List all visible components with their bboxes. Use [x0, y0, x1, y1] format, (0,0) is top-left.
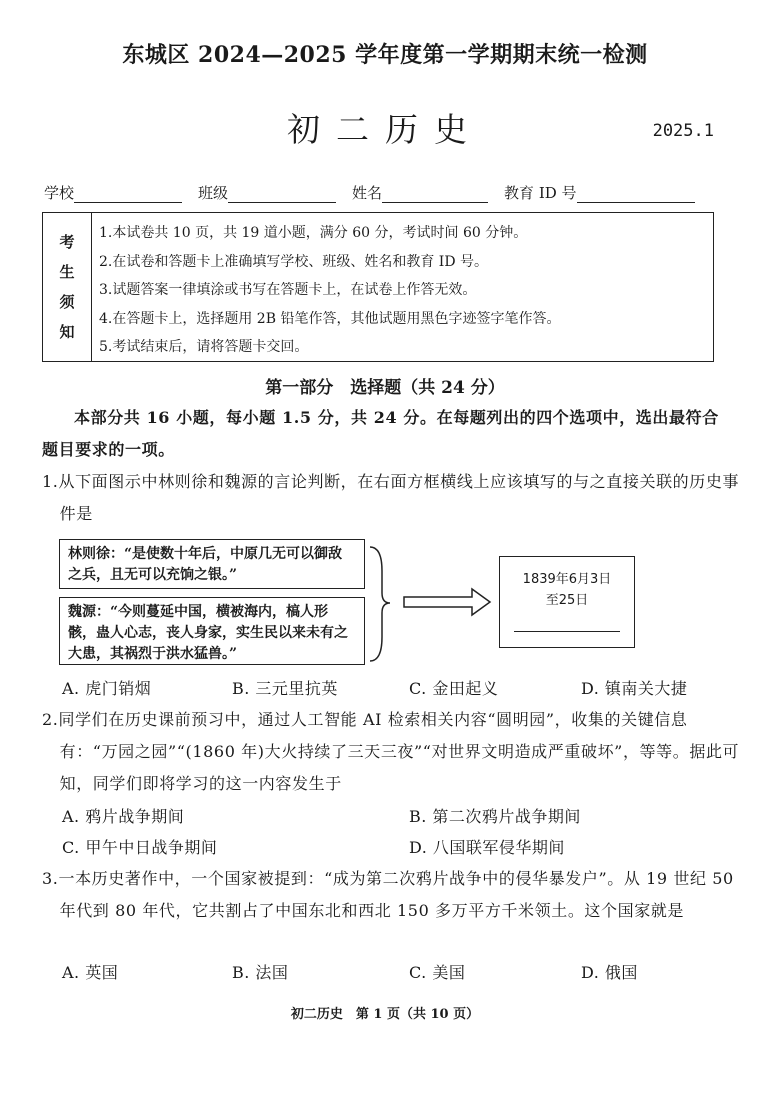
question-2-stem: 2.同学们在历史课前预习中，通过人工智能 AI 检索相关内容“圆明园”，收集的关键信息有：“万园之园”“(1860 年)大火持续了三天三夜”“对世界文明造成严重破坏”，等等。据此可知，同学们即将学习的这一内容发生于	[42, 710, 740, 793]
question-1-option-b[interactable]: B. 三元里抗英	[232, 679, 338, 698]
page-footer: 初二历史 第 1 页（共 10 页）	[290, 1007, 480, 1022]
notice-heading	[43, 213, 92, 361]
question-2-option-d[interactable]: D. 八国联军侵华期间	[409, 838, 565, 857]
notice-item: 3.试题答案一律填涂或书写在答题卡上，在试卷上作答无效。	[99, 282, 477, 298]
notice-item: 1.本试卷共 10 页，共 19 道小题，满分 60 分，考试时间 60 分钟。	[99, 225, 528, 241]
student-info-row	[44, 182, 716, 203]
notice-heading-char: 生	[59, 263, 75, 281]
school-field[interactable]	[74, 184, 182, 203]
notice-heading-char: 知	[59, 323, 75, 341]
question-2-option-c[interactable]: C. 甲午中日战争期间	[62, 838, 218, 857]
name-label: 姓名	[352, 184, 383, 202]
question-3-option-a[interactable]: A. 英国	[62, 963, 119, 982]
class-field[interactable]	[228, 184, 336, 203]
exam-notice-box	[42, 212, 714, 362]
question-1-option-d[interactable]: D. 镇南关大捷	[581, 679, 688, 698]
wei-yuan-quote: 魏源：“今则蔓延中国，横被海内，槁人形骸，蛊人心志，丧人身家，实生民以来未有之大患，其祸烈于洪水猛兽。”	[59, 597, 365, 665]
brace-shape	[370, 547, 390, 661]
notice-list	[99, 219, 560, 362]
section-intro: 本部分共 16 小题，每小题 1.5 分，共 24 分。在每题列出的四个选项中，选出最符合题目要求的一项。	[42, 408, 719, 459]
question-3-stem: 3.一本历史著作中，一个国家被提到：“成为第二次鸦片战争中的侵华暴发户”。从 19 世纪 50 年代到 80 年代，它共割占了中国东北和西北 150 多万平方千米领土。这个国家就是	[42, 869, 734, 920]
lin-zexu-quote: 林则徐：“是使数十年后，中原几无可以御敌之兵，且无可以充饷之银。”	[59, 539, 365, 589]
question-1-option-a[interactable]: A. 虎门销烟	[62, 679, 152, 698]
event-date-line: 1839年6月3日	[522, 572, 612, 587]
question-1-option-c[interactable]: C. 金田起义	[409, 679, 499, 698]
question-2-option-a[interactable]: A. 鸦片战争期间	[62, 807, 185, 826]
notice-heading-char: 考	[59, 233, 75, 251]
edu-id-field[interactable]	[577, 184, 695, 203]
question-1-stem: 1.从下面图示中林则徐和魏源的言论判断，在右面方框横线上应该填写的与之直接关联的历史事件是	[42, 472, 740, 523]
question-3-option-b[interactable]: B. 法国	[232, 963, 289, 982]
question-3-option-c[interactable]: C. 美国	[409, 963, 466, 982]
event-date-line: 至25日	[545, 593, 589, 608]
notice-item: 5.考试结束后，请将答题卡交回。	[99, 339, 309, 355]
question-3-option-d[interactable]: D. 俄国	[581, 963, 638, 982]
edu-id-label: 教育 ID 号	[504, 184, 577, 202]
section-title: 第一部分 选择题（共 24 分）	[265, 378, 505, 398]
name-field[interactable]	[382, 184, 488, 203]
notice-heading-char: 须	[59, 293, 75, 311]
exam-date: 2025.1	[652, 121, 714, 141]
question-2-option-b[interactable]: B. 第二次鸦片战争期间	[409, 807, 581, 826]
notice-item: 4.在答题卡上，选择题用 2B 铅笔作答，其他试题用黑色字迹签字笔作答。	[99, 310, 561, 327]
class-label: 班级	[198, 184, 229, 202]
event-date-box	[499, 556, 635, 648]
exam-title: 东城区 2024—2025 学年度第一学期期末统一检测	[122, 42, 648, 68]
notice-item: 2.在试卷和答题卡上准确填写学校、班级、姓名和教育 ID 号。	[99, 253, 489, 270]
arrow-right-icon	[404, 589, 490, 615]
answer-blank-line	[514, 631, 620, 632]
diagram-connector	[368, 545, 498, 663]
school-label: 学校	[44, 184, 75, 202]
subject-title: 初二历史	[287, 110, 483, 149]
